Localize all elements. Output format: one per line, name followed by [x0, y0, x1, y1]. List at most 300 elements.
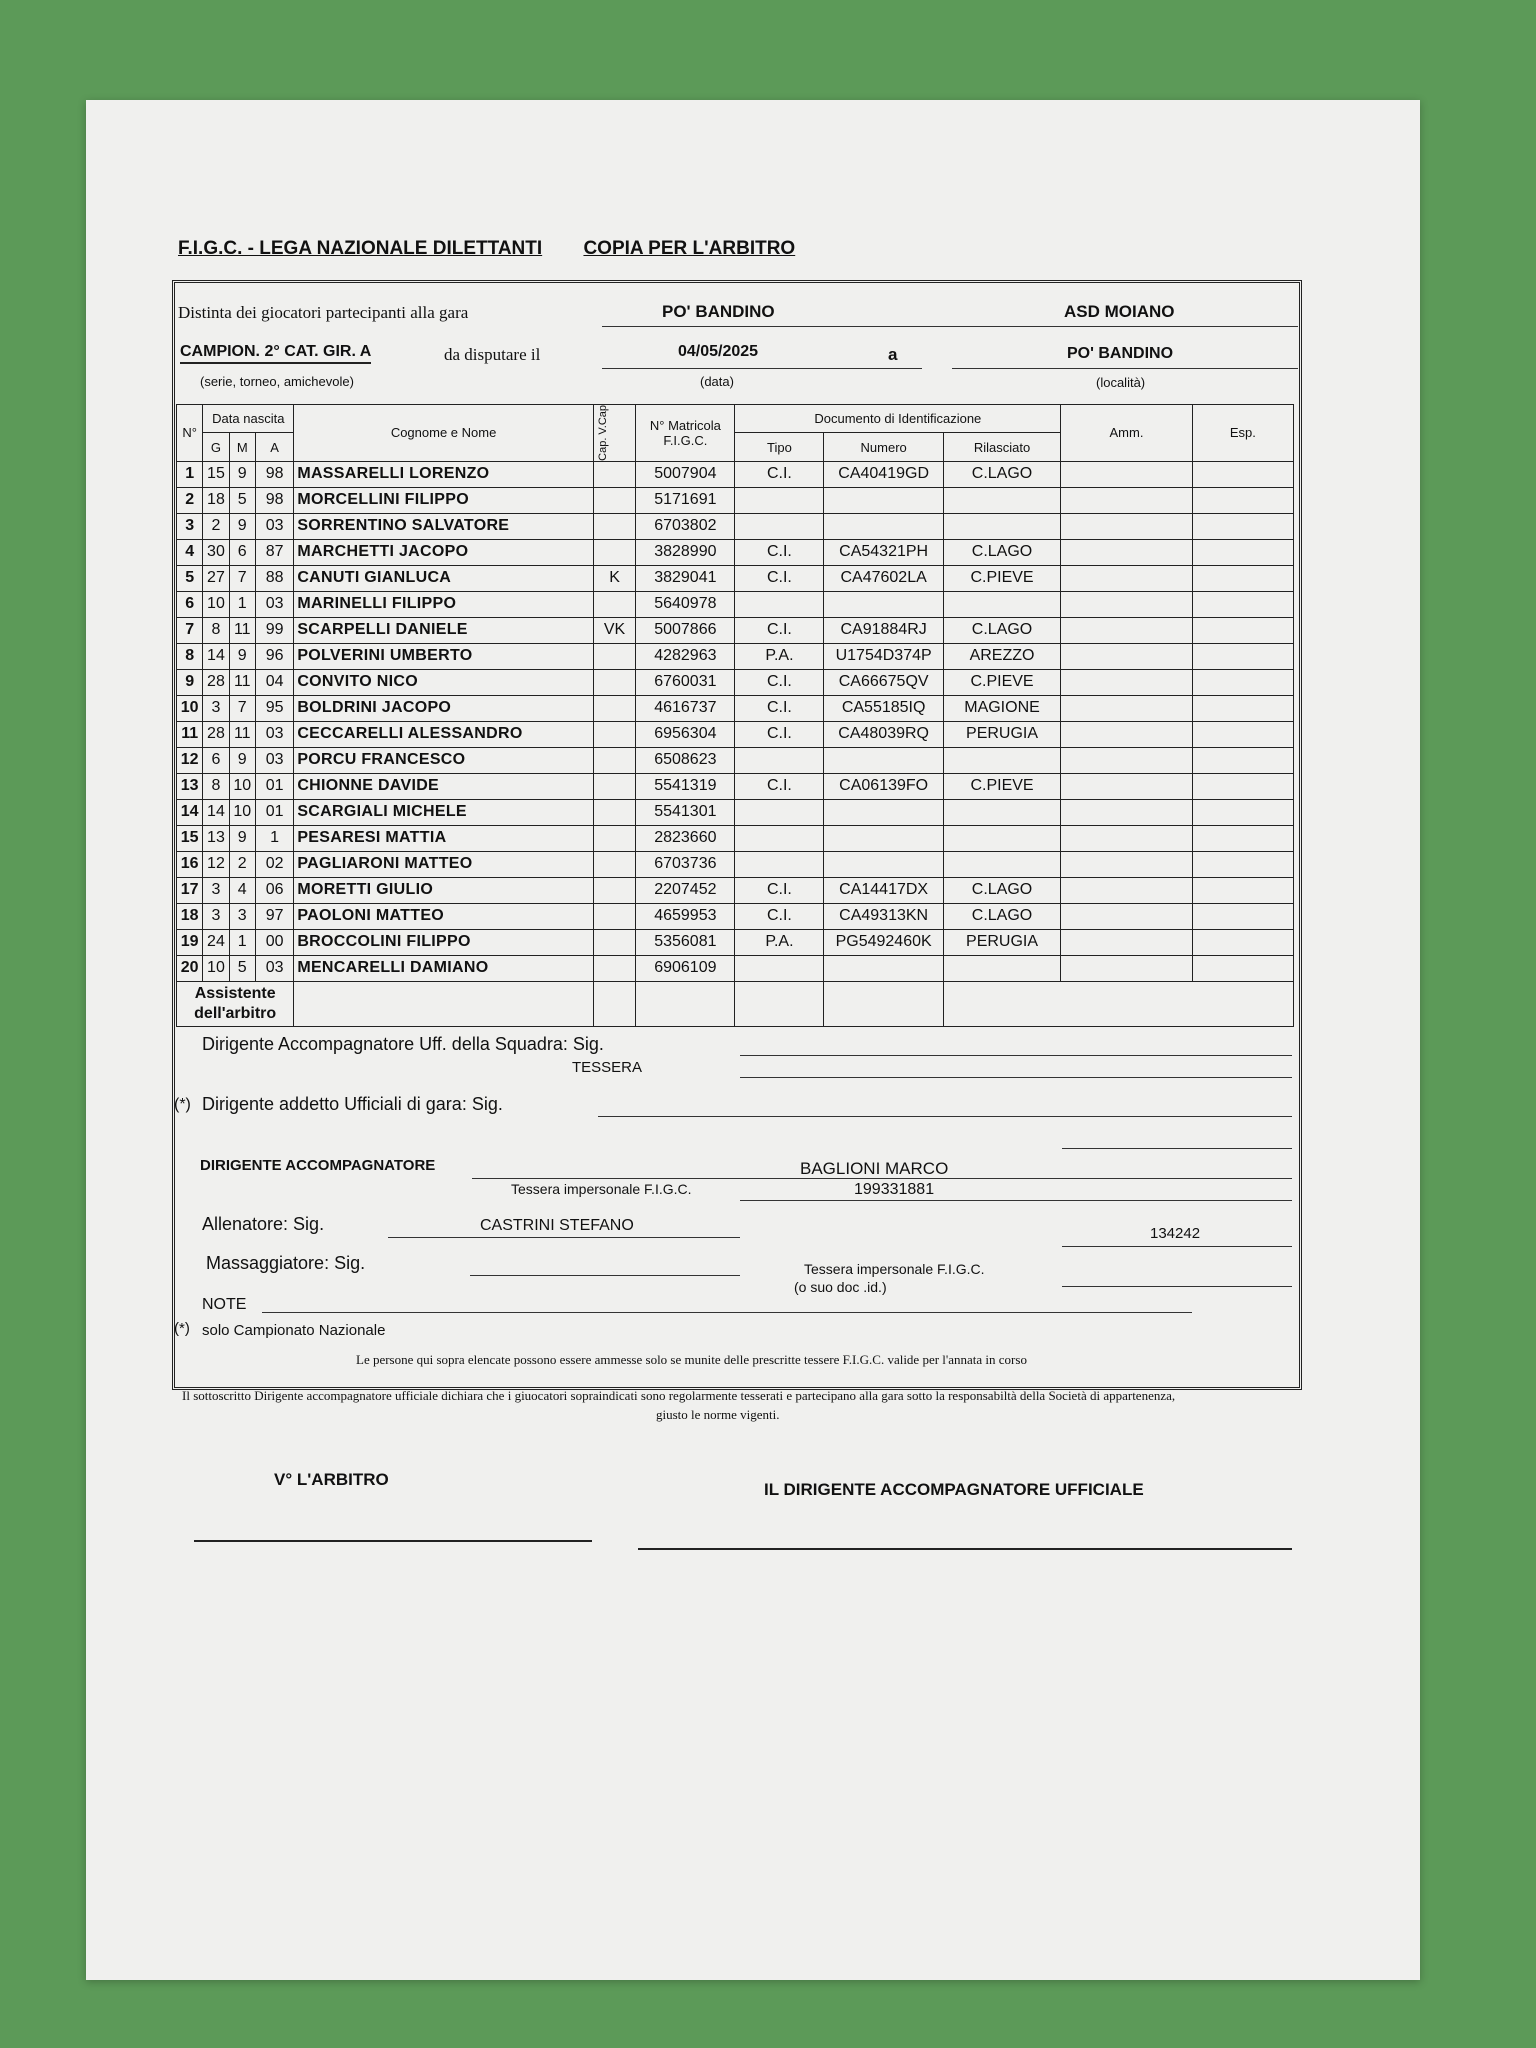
col-n-header: N° — [177, 405, 203, 462]
player-ril-cell: C.LAGO — [943, 539, 1060, 565]
player-cap-cell — [593, 513, 635, 539]
player-num-cell: CA14417DX — [824, 877, 943, 903]
dirigente-acc-num-line — [740, 1200, 1292, 1201]
player-row — [177, 877, 1294, 903]
player-m-cell: 9 — [229, 643, 255, 669]
player-esp-cell — [1192, 461, 1293, 487]
player-amm-cell — [1061, 487, 1193, 513]
location-line — [952, 368, 1298, 369]
player-num-cell: U1754D374P — [824, 643, 943, 669]
player-amm-cell — [1061, 747, 1193, 773]
date-caption: (data) — [700, 374, 734, 389]
player-esp-cell — [1192, 669, 1293, 695]
dirigente-addetto-line-2 — [1062, 1148, 1292, 1149]
player-name-cell: PORCU FRANCESCO — [294, 747, 593, 773]
player-name-cell: MARCHETTI JACOPO — [294, 539, 593, 565]
player-cap-cell — [593, 929, 635, 955]
player-tipo-cell — [735, 591, 824, 617]
player-cap-cell — [593, 669, 635, 695]
player-ril-cell — [943, 799, 1060, 825]
player-m-cell: 11 — [229, 721, 255, 747]
player-amm-cell — [1061, 539, 1193, 565]
player-name-cell: SORRENTINO SALVATORE — [294, 513, 593, 539]
player-n-cell: 13 — [177, 773, 203, 799]
player-amm-cell — [1061, 877, 1193, 903]
player-n-cell: 15 — [177, 825, 203, 851]
tessera-imp-label: Tessera impersonale F.I.G.C. — [511, 1181, 692, 1197]
player-m-cell: 9 — [229, 747, 255, 773]
player-row — [177, 929, 1294, 955]
player-tipo-cell — [735, 747, 824, 773]
player-cap-cell — [593, 851, 635, 877]
player-cap-cell: K — [593, 565, 635, 591]
player-num-cell: CA55185IQ — [824, 695, 943, 721]
col-rilasciato-header: Rilasciato — [943, 433, 1060, 461]
header-copy-label: COPIA PER L'ARBITRO — [583, 238, 796, 259]
player-tipo-cell: C.I. — [735, 695, 824, 721]
player-g-cell: 28 — [203, 721, 229, 747]
player-ril-cell: C.LAGO — [943, 903, 1060, 929]
player-tipo-cell: C.I. — [735, 565, 824, 591]
player-row — [177, 851, 1294, 877]
player-num-cell: CA91884RJ — [824, 617, 943, 643]
player-ril-cell — [943, 825, 1060, 851]
player-a-cell: 1 — [255, 825, 293, 851]
player-amm-cell — [1061, 851, 1193, 877]
declaration-line-1: Il sottoscritto Dirigente accompagnatore ufficiale dichiara che i giuocatori sopraindicati sono regolarmente tesserati e partecipano alla gara sotto la responsabiltà della Società di appartenenza, — [182, 1388, 1176, 1403]
player-mat-cell: 3829041 — [636, 565, 735, 591]
player-row — [177, 825, 1294, 851]
col-g-header: G — [203, 433, 229, 461]
player-tipo-cell — [735, 799, 824, 825]
a-label: a — [888, 345, 898, 364]
player-row — [177, 461, 1294, 487]
player-esp-cell — [1192, 695, 1293, 721]
player-a-cell: 03 — [255, 591, 293, 617]
player-ril-cell: C.PIEVE — [943, 669, 1060, 695]
col-data-nascita-header: Data nascita — [203, 405, 294, 433]
player-name-cell: CECCARELLI ALESSANDRO — [294, 721, 593, 747]
player-a-cell: 02 — [255, 851, 293, 877]
player-cap-cell — [593, 955, 635, 981]
player-amm-cell — [1061, 565, 1193, 591]
player-num-cell: CA66675QV — [824, 669, 943, 695]
arbitro-signature-line — [194, 1540, 592, 1542]
player-num-cell: CA49313KN — [824, 903, 943, 929]
player-m-cell: 9 — [229, 461, 255, 487]
player-cap-cell — [593, 539, 635, 565]
player-tipo-cell: P.A. — [735, 929, 824, 955]
player-a-cell: 00 — [255, 929, 293, 955]
player-amm-cell — [1061, 591, 1193, 617]
player-a-cell: 98 — [255, 461, 293, 487]
player-tipo-cell: C.I. — [735, 903, 824, 929]
player-n-cell: 19 — [177, 929, 203, 955]
player-mat-cell: 5007904 — [636, 461, 735, 487]
player-ril-cell: C.PIEVE — [943, 773, 1060, 799]
player-name-cell: MARINELLI FILIPPO — [294, 591, 593, 617]
player-mat-cell: 5171691 — [636, 487, 735, 513]
player-n-cell: 16 — [177, 851, 203, 877]
dirigente-uff-line — [740, 1055, 1292, 1056]
dirigente-ufficiale-label: IL DIRIGENTE ACCOMPAGNATORE UFFICIALE — [764, 1480, 1144, 1499]
player-name-cell: PESARESI MATTIA — [294, 825, 593, 851]
player-num-cell — [824, 799, 943, 825]
player-a-cell: 03 — [255, 513, 293, 539]
allenatore-name: CASTRINI STEFANO — [480, 1217, 634, 1234]
player-n-cell: 9 — [177, 669, 203, 695]
player-name-cell: MORCELLINI FILIPPO — [294, 487, 593, 513]
player-row — [177, 565, 1294, 591]
player-tipo-cell — [735, 955, 824, 981]
player-m-cell: 5 — [229, 487, 255, 513]
player-row — [177, 617, 1294, 643]
arbitro-label: V° L'ARBITRO — [274, 1470, 389, 1489]
player-tipo-cell — [735, 851, 824, 877]
suo-doc-label: (o suo doc .id.) — [794, 1279, 887, 1295]
dirigente-addetto-line — [598, 1116, 1292, 1117]
player-g-cell: 8 — [203, 617, 229, 643]
player-row — [177, 903, 1294, 929]
asterisk2-label: (*) — [174, 1320, 190, 1337]
player-ril-cell — [943, 487, 1060, 513]
player-a-cell: 96 — [255, 643, 293, 669]
player-num-cell — [824, 851, 943, 877]
player-mat-cell: 6956304 — [636, 721, 735, 747]
player-ril-cell: MAGIONE — [943, 695, 1060, 721]
player-g-cell: 14 — [203, 643, 229, 669]
player-n-cell: 14 — [177, 799, 203, 825]
player-a-cell: 98 — [255, 487, 293, 513]
player-cap-cell — [593, 461, 635, 487]
player-m-cell: 5 — [229, 955, 255, 981]
dirigente-uff-label: Dirigente Accompagnatore Uff. della Squadra: Sig. — [202, 1034, 604, 1054]
player-a-cell: 06 — [255, 877, 293, 903]
player-amm-cell — [1061, 825, 1193, 851]
player-name-cell: PAOLONI MATTEO — [294, 903, 593, 929]
player-n-cell: 12 — [177, 747, 203, 773]
player-cap-cell — [593, 799, 635, 825]
player-mat-cell: 6906109 — [636, 955, 735, 981]
player-esp-cell — [1192, 877, 1293, 903]
player-ril-cell: C.PIEVE — [943, 565, 1060, 591]
player-n-cell: 6 — [177, 591, 203, 617]
player-n-cell: 2 — [177, 487, 203, 513]
players-table — [176, 404, 1294, 1027]
player-num-cell: CA54321PH — [824, 539, 943, 565]
player-g-cell: 8 — [203, 773, 229, 799]
player-num-cell — [824, 747, 943, 773]
player-tipo-cell: C.I. — [735, 617, 824, 643]
player-cap-cell — [593, 747, 635, 773]
player-mat-cell: 5007866 — [636, 617, 735, 643]
player-cap-cell — [593, 695, 635, 721]
allenatore-num-line — [1062, 1246, 1292, 1247]
player-cap-cell — [593, 825, 635, 851]
player-tipo-cell: C.I. — [735, 721, 824, 747]
col-m-header: M — [229, 433, 255, 461]
player-name-cell: CHIONNE DAVIDE — [294, 773, 593, 799]
player-mat-cell: 4282963 — [636, 643, 735, 669]
player-row — [177, 643, 1294, 669]
player-mat-cell: 2823660 — [636, 825, 735, 851]
player-esp-cell — [1192, 851, 1293, 877]
massaggiatore-num-line — [1062, 1286, 1292, 1287]
match-location: PO' BANDINO — [1067, 345, 1174, 362]
player-m-cell: 3 — [229, 903, 255, 929]
player-amm-cell — [1061, 929, 1193, 955]
player-tipo-cell: C.I. — [735, 461, 824, 487]
player-g-cell: 30 — [203, 539, 229, 565]
player-esp-cell — [1192, 773, 1293, 799]
player-cap-cell — [593, 877, 635, 903]
player-ril-cell: C.LAGO — [943, 617, 1060, 643]
player-row — [177, 669, 1294, 695]
player-ril-cell: PERUGIA — [943, 721, 1060, 747]
player-amm-cell — [1061, 721, 1193, 747]
dirigente-addetto-label: Dirigente addetto Ufficiali di gara: Sig. — [202, 1094, 503, 1114]
player-tipo-cell: C.I. — [735, 773, 824, 799]
player-g-cell: 6 — [203, 747, 229, 773]
player-esp-cell — [1192, 825, 1293, 851]
assistente-ril-cell — [943, 981, 1293, 1026]
player-amm-cell — [1061, 799, 1193, 825]
player-tipo-cell: C.I. — [735, 669, 824, 695]
assistente-mat-cell — [636, 981, 735, 1026]
competition-caption: (serie, torneo, amichevole) — [200, 374, 354, 389]
player-m-cell: 11 — [229, 617, 255, 643]
player-esp-cell — [1192, 955, 1293, 981]
player-m-cell: 10 — [229, 773, 255, 799]
player-a-cell: 87 — [255, 539, 293, 565]
player-g-cell: 27 — [203, 565, 229, 591]
player-g-cell: 14 — [203, 799, 229, 825]
player-esp-cell — [1192, 643, 1293, 669]
player-g-cell: 3 — [203, 903, 229, 929]
player-row — [177, 539, 1294, 565]
player-esp-cell — [1192, 721, 1293, 747]
player-name-cell: SCARPELLI DANIELE — [294, 617, 593, 643]
player-m-cell: 9 — [229, 513, 255, 539]
player-cap-cell — [593, 721, 635, 747]
player-name-cell: SCARGIALI MICHELE — [294, 799, 593, 825]
assistente-cap-cell — [593, 981, 635, 1026]
da-disputare-label: da disputare il — [444, 345, 541, 364]
player-n-cell: 10 — [177, 695, 203, 721]
player-mat-cell: 4659953 — [636, 903, 735, 929]
player-esp-cell — [1192, 747, 1293, 773]
allenatore-num: 134242 — [1150, 1225, 1201, 1242]
dirigente-signature-line — [638, 1548, 1292, 1550]
col-esp-header: Esp. — [1192, 405, 1293, 462]
note-line — [262, 1312, 1192, 1313]
referee-sheet-paper — [86, 100, 1420, 1980]
player-rows — [177, 461, 1294, 981]
col-amm-header: Amm. — [1061, 405, 1193, 462]
player-m-cell: 11 — [229, 669, 255, 695]
away-team: ASD MOIANO — [1064, 302, 1175, 321]
player-mat-cell: 4616737 — [636, 695, 735, 721]
player-g-cell: 2 — [203, 513, 229, 539]
player-mat-cell: 5541301 — [636, 799, 735, 825]
player-mat-cell: 5541319 — [636, 773, 735, 799]
col-documento-header: Documento di Identificazione — [735, 405, 1061, 433]
dirigente-acc-label: DIRIGENTE ACCOMPAGNATORE — [200, 1157, 436, 1174]
sheet-header — [178, 238, 795, 260]
date-line — [602, 368, 922, 369]
player-num-cell: PG5492460K — [824, 929, 943, 955]
teams-line — [602, 326, 1298, 327]
player-esp-cell — [1192, 513, 1293, 539]
assistente-name-cell — [294, 981, 593, 1026]
player-tipo-cell — [735, 487, 824, 513]
player-n-cell: 5 — [177, 565, 203, 591]
player-mat-cell: 5640978 — [636, 591, 735, 617]
player-num-cell: CA48039RQ — [824, 721, 943, 747]
player-name-cell: CONVITO NICO — [294, 669, 593, 695]
tessera-label: TESSERA — [572, 1059, 643, 1076]
player-cap-cell — [593, 487, 635, 513]
dirigente-acc-name: BAGLIONI MARCO — [800, 1159, 949, 1178]
player-a-cell: 95 — [255, 695, 293, 721]
player-row — [177, 513, 1294, 539]
player-row — [177, 591, 1294, 617]
player-esp-cell — [1192, 565, 1293, 591]
player-m-cell: 4 — [229, 877, 255, 903]
dirigente-acc-num: 199331881 — [854, 1181, 935, 1198]
asterisk-label: (*) — [174, 1096, 191, 1113]
player-row — [177, 955, 1294, 981]
distinta-label: Distinta dei giocatori partecipanti alla gara — [178, 303, 469, 322]
player-num-cell — [824, 591, 943, 617]
player-esp-cell — [1192, 539, 1293, 565]
player-amm-cell — [1061, 955, 1193, 981]
solo-label: solo Campionato Nazionale — [202, 1322, 386, 1339]
declaration-line-2: giusto le norme vigenti. — [656, 1407, 780, 1422]
player-a-cell: 03 — [255, 955, 293, 981]
player-amm-cell — [1061, 617, 1193, 643]
allenatore-line — [388, 1237, 740, 1238]
col-tipo-header: Tipo — [735, 433, 824, 461]
player-name-cell: MORETTI GIULIO — [294, 877, 593, 903]
player-name-cell: POLVERINI UMBERTO — [294, 643, 593, 669]
player-m-cell: 7 — [229, 565, 255, 591]
player-g-cell: 3 — [203, 695, 229, 721]
player-cap-cell — [593, 903, 635, 929]
player-tipo-cell: C.I. — [735, 539, 824, 565]
assistente-label: Assistente dell'arbitro — [177, 981, 294, 1026]
player-a-cell: 03 — [255, 721, 293, 747]
player-ril-cell — [943, 851, 1060, 877]
player-num-cell — [824, 825, 943, 851]
player-num-cell: CA40419GD — [824, 461, 943, 487]
player-n-cell: 4 — [177, 539, 203, 565]
tessera-line — [740, 1077, 1292, 1078]
player-a-cell: 01 — [255, 799, 293, 825]
player-n-cell: 1 — [177, 461, 203, 487]
player-mat-cell: 2207452 — [636, 877, 735, 903]
player-m-cell: 6 — [229, 539, 255, 565]
player-cap-cell — [593, 773, 635, 799]
player-num-cell — [824, 955, 943, 981]
player-a-cell: 99 — [255, 617, 293, 643]
player-cap-cell — [593, 591, 635, 617]
player-name-cell: BROCCOLINI FILIPPO — [294, 929, 593, 955]
player-amm-cell — [1061, 643, 1193, 669]
player-g-cell: 3 — [203, 877, 229, 903]
player-esp-cell — [1192, 591, 1293, 617]
player-g-cell: 24 — [203, 929, 229, 955]
player-num-cell — [824, 487, 943, 513]
home-team: PO' BANDINO — [662, 302, 775, 321]
allenatore-label: Allenatore: Sig. — [202, 1214, 325, 1234]
player-esp-cell — [1192, 487, 1293, 513]
player-n-cell: 17 — [177, 877, 203, 903]
player-esp-cell — [1192, 929, 1293, 955]
player-mat-cell: 6508623 — [636, 747, 735, 773]
note-label: NOTE — [202, 1296, 247, 1313]
player-n-cell: 8 — [177, 643, 203, 669]
player-amm-cell — [1061, 513, 1193, 539]
player-esp-cell — [1192, 903, 1293, 929]
player-g-cell: 28 — [203, 669, 229, 695]
player-row — [177, 695, 1294, 721]
player-g-cell: 15 — [203, 461, 229, 487]
player-row — [177, 773, 1294, 799]
header-title: F.I.G.C. - LEGA NAZIONALE DILETTANTI — [178, 238, 543, 259]
player-m-cell: 1 — [229, 929, 255, 955]
player-n-cell: 3 — [177, 513, 203, 539]
player-ril-cell: PERUGIA — [943, 929, 1060, 955]
player-mat-cell: 6760031 — [636, 669, 735, 695]
col-cap-header — [593, 405, 635, 462]
massaggiatore-label: Massaggiatore: Sig. — [206, 1253, 366, 1273]
player-cap-cell: VK — [593, 617, 635, 643]
player-g-cell: 10 — [203, 955, 229, 981]
assistente-tipo-cell — [735, 981, 824, 1026]
player-mat-cell: 3828990 — [636, 539, 735, 565]
player-mat-cell: 6703802 — [636, 513, 735, 539]
player-ril-cell: C.LAGO — [943, 877, 1060, 903]
player-m-cell: 10 — [229, 799, 255, 825]
player-tipo-cell: C.I. — [735, 877, 824, 903]
player-a-cell: 01 — [255, 773, 293, 799]
player-g-cell: 13 — [203, 825, 229, 851]
player-esp-cell — [1192, 617, 1293, 643]
player-num-cell: CA06139FO — [824, 773, 943, 799]
player-n-cell: 18 — [177, 903, 203, 929]
player-a-cell: 97 — [255, 903, 293, 929]
player-g-cell: 12 — [203, 851, 229, 877]
player-ril-cell — [943, 955, 1060, 981]
player-mat-cell: 5356081 — [636, 929, 735, 955]
player-m-cell: 7 — [229, 695, 255, 721]
persone-note: Le persone qui sopra elencate possono essere ammesse solo se munite delle prescritte tessere F.I.G.C. valide per l'annata in corso — [356, 1352, 1027, 1367]
player-amm-cell — [1061, 903, 1193, 929]
player-a-cell: 88 — [255, 565, 293, 591]
col-a-header: A — [255, 433, 293, 461]
player-row — [177, 799, 1294, 825]
assistente-num-cell — [824, 981, 943, 1026]
player-m-cell: 9 — [229, 825, 255, 851]
player-name-cell: BOLDRINI JACOPO — [294, 695, 593, 721]
player-tipo-cell — [735, 513, 824, 539]
player-row — [177, 487, 1294, 513]
player-amm-cell — [1061, 695, 1193, 721]
player-name-cell: MASSARELLI LORENZO — [294, 461, 593, 487]
player-tipo-cell — [735, 825, 824, 851]
player-amm-cell — [1061, 669, 1193, 695]
